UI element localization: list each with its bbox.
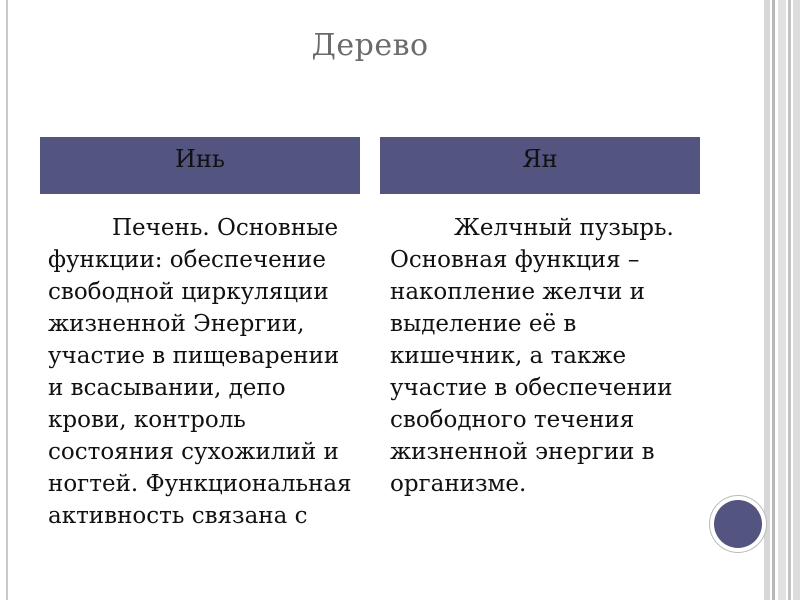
decorative-circle <box>714 500 762 548</box>
slide-title: Дерево <box>311 28 429 63</box>
yang-header <box>380 137 700 194</box>
right-border-stripes <box>760 0 800 600</box>
left-border <box>0 0 8 600</box>
yang-header-label: Ян <box>522 145 558 173</box>
yin-description: Печень. Основные функции: обеспечение свободной циркуляции жизненной Энергии, участие в пищеварении и всасывании, депо крови, контроль состояния сухожилий и ногтей. Функциональная активность связана с <box>48 215 352 529</box>
yin-text-block <box>48 212 354 532</box>
yang-description: Желчный пузырь. Основная функция – накопление желчи и выделение её в кишечник, а также участие в обеспечении свободного течения жизненной энергии в организме. <box>390 215 674 497</box>
yin-header-label: Инь <box>175 145 225 173</box>
yang-text-block <box>390 212 690 500</box>
yin-header <box>40 137 360 194</box>
